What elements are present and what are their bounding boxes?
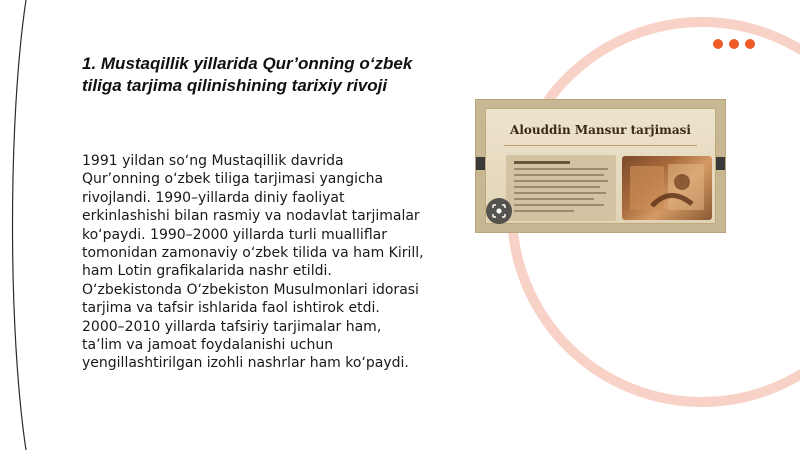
image-text-line [514, 168, 608, 170]
slide-image[interactable] [475, 99, 726, 233]
image-text-line [514, 192, 606, 194]
image-divider [504, 145, 697, 146]
image-inner-frame [485, 108, 716, 224]
lens-glyph [491, 203, 507, 219]
left-arc-decoration [13, 0, 27, 450]
image-tab-right [715, 157, 726, 170]
menu-dot [745, 39, 755, 49]
lens-search-icon[interactable] [486, 198, 512, 224]
image-text-line [514, 198, 594, 200]
image-text-heading [514, 161, 570, 164]
dots-menu-icon[interactable] [713, 39, 755, 49]
menu-dot [713, 39, 723, 49]
image-text-line [514, 210, 574, 212]
slide-body-text: 1991 yildan so‘ng Mustaqillik davrida Qur’onning o‘zbek tiliga tarjimasi yangicha rivojlandi. 1990–yillarda diniy faoliyat erkinlashishi bilan rasmiy va nodavlat tarjimalar ko‘paydi. 1990–2000 yillarda turli mualliflar tomonidan zamonaviy o‘zbek tilida va ham Kirill, ham Lotin grafikalarida nashr etildi. O‘zbekistonda O‘zbekiston Musulmonlari idorasi tarjima va tafsir ishlarida faol ishtirok etdi. 2000–2010 yillarda tafsiriy tarjimalar ham, ta’lim va jamoat foydalanishi uchun yengillashtirilgan izohli nashrlar ham ko‘paydi. [82, 153, 424, 372]
image-text-block [506, 155, 616, 221]
image-text-line [514, 186, 600, 188]
manuscript-photo [622, 156, 712, 220]
manuscript-illustration [622, 156, 712, 220]
image-text-line [514, 174, 604, 176]
image-text-line [514, 204, 604, 206]
slide-title: 1. Mustaqillik yillarida Qur’onning o‘zbek tiliga tarjima qilinishining tarixiy rivoji [82, 54, 413, 95]
image-text-line [514, 180, 608, 182]
menu-dot [729, 39, 739, 49]
image-caption: Alouddin Mansur tarjimasi [510, 123, 691, 137]
